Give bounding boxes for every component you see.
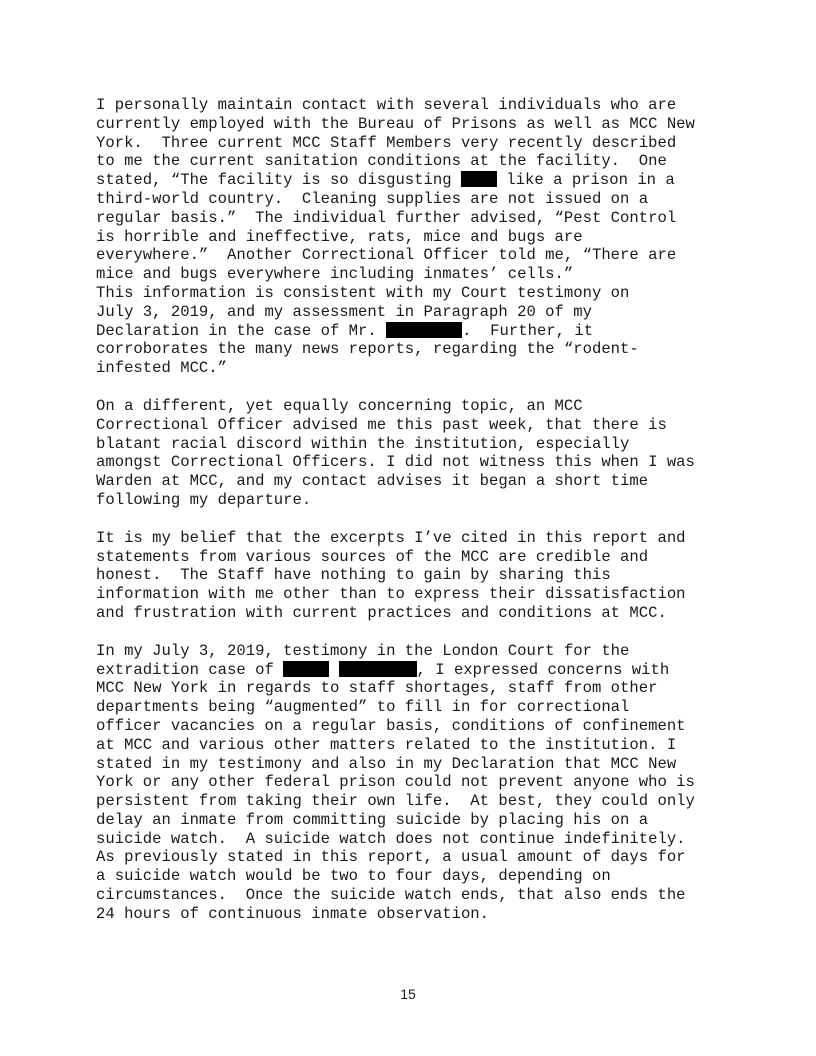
text-segment: stated, “The facility is so disgusting (96, 171, 461, 190)
text-line: blatant racial discord within the institution, especially (96, 434, 630, 453)
body-text (96, 96, 736, 943)
text-line: departments being “augmented” to fill in for correctional (96, 698, 630, 717)
text-line: at MCC and various other matters related to the institution. I (96, 735, 677, 754)
paragraph-testimony (96, 642, 736, 924)
text-line: and frustration with current practices and conditions at MCC. (96, 603, 667, 622)
page-number: 15 (400, 986, 416, 1002)
text-line: currently employed with the Bureau of Prisons as well as MCC New (96, 114, 695, 133)
text-line: delay an inmate from committing suicide by placing his on a (96, 810, 649, 829)
text-segment: extradition case of (96, 660, 284, 679)
text-line: 24 hours of continuous inmate observation. (96, 904, 490, 923)
text-line: I personally maintain contact with several individuals who are (96, 96, 677, 114)
text-line (96, 322, 736, 341)
text-line: to me the current sanitation conditions at the facility. One (96, 152, 667, 171)
text-line: York. Three current MCC Staff Members very recently described (96, 133, 677, 152)
text-line: mice and bugs everywhere including inmates’ cells.” (96, 265, 574, 284)
paragraph-staff-contacts (96, 96, 736, 378)
text-line: regular basis.” The individual further advised, “Pest Control (96, 208, 677, 227)
redaction-bar (461, 171, 497, 187)
text-line: This information is consistent with my Court testimony on (96, 283, 630, 302)
text-line: stated in my testimony and also in my Declaration that MCC New (96, 754, 677, 773)
text-segment: Declaration in the case of Mr. (96, 321, 387, 340)
text-line: corroborates the many news reports, regarding the “rodent- (96, 340, 639, 359)
text-line: amongst Correctional Officers. I did not witness this when I was (96, 453, 695, 472)
text-line: third-world country. Cleaning supplies are not issued on a (96, 189, 649, 208)
redaction-bar (339, 661, 417, 677)
text-line: suicide watch. A suicide watch does not continue indefinitely. (96, 829, 686, 848)
text-line: is horrible and ineffective, rats, mice and bugs are (96, 227, 583, 246)
text-line: York or any other federal prison could not prevent anyone who is (96, 773, 695, 792)
paragraph-credibility (96, 529, 736, 623)
text-line: following my departure. (96, 490, 312, 509)
text-segment: like a prison in a (496, 171, 675, 190)
text-line: On a different, yet equally concerning topic, an MCC (96, 396, 583, 415)
text-line: infested MCC.” (96, 359, 228, 378)
text-line: information with me other than to express their dissatisfaction (96, 585, 686, 604)
text-line: persistent from taking their own life. At best, they could only (96, 792, 695, 811)
text-line: In my July 3, 2019, testimony in the London Court for the (96, 641, 630, 660)
text-line: Warden at MCC, and my contact advises it began a short time (96, 472, 649, 491)
text-line: officer vacancies on a regular basis, conditions of confinement (96, 716, 686, 735)
text-line: statements from various sources of the MCC are credible and (96, 547, 649, 566)
text-line: July 3, 2019, and my assessment in Paragraph 20 of my (96, 302, 592, 321)
text-segment: . Further, it (462, 321, 594, 340)
text-line: Correctional Officer advised me this past week, that there is (96, 415, 667, 434)
redaction-bar (283, 661, 329, 677)
text-line (96, 171, 736, 190)
paragraph-racial-discord (96, 397, 736, 510)
text-line: honest. The Staff have nothing to gain by sharing this (96, 566, 611, 585)
text-line: It is my belief that the excerpts I’ve cited in this report and (96, 528, 686, 547)
text-line: MCC New York in regards to staff shortages, staff from other (96, 679, 658, 698)
text-line: a suicide watch would be two to four days, depending on (96, 867, 611, 886)
text-line: As previously stated in this report, a usual amount of days for (96, 848, 686, 867)
text-segment (329, 661, 338, 679)
text-line (96, 661, 736, 680)
text-line: circumstances. Once the suicide watch ends, that also ends the (96, 886, 686, 905)
text-segment: , I expressed concerns with (416, 660, 670, 679)
redaction-bar (386, 322, 462, 338)
text-line: everywhere.” Another Correctional Officer told me, “There are (96, 246, 677, 265)
